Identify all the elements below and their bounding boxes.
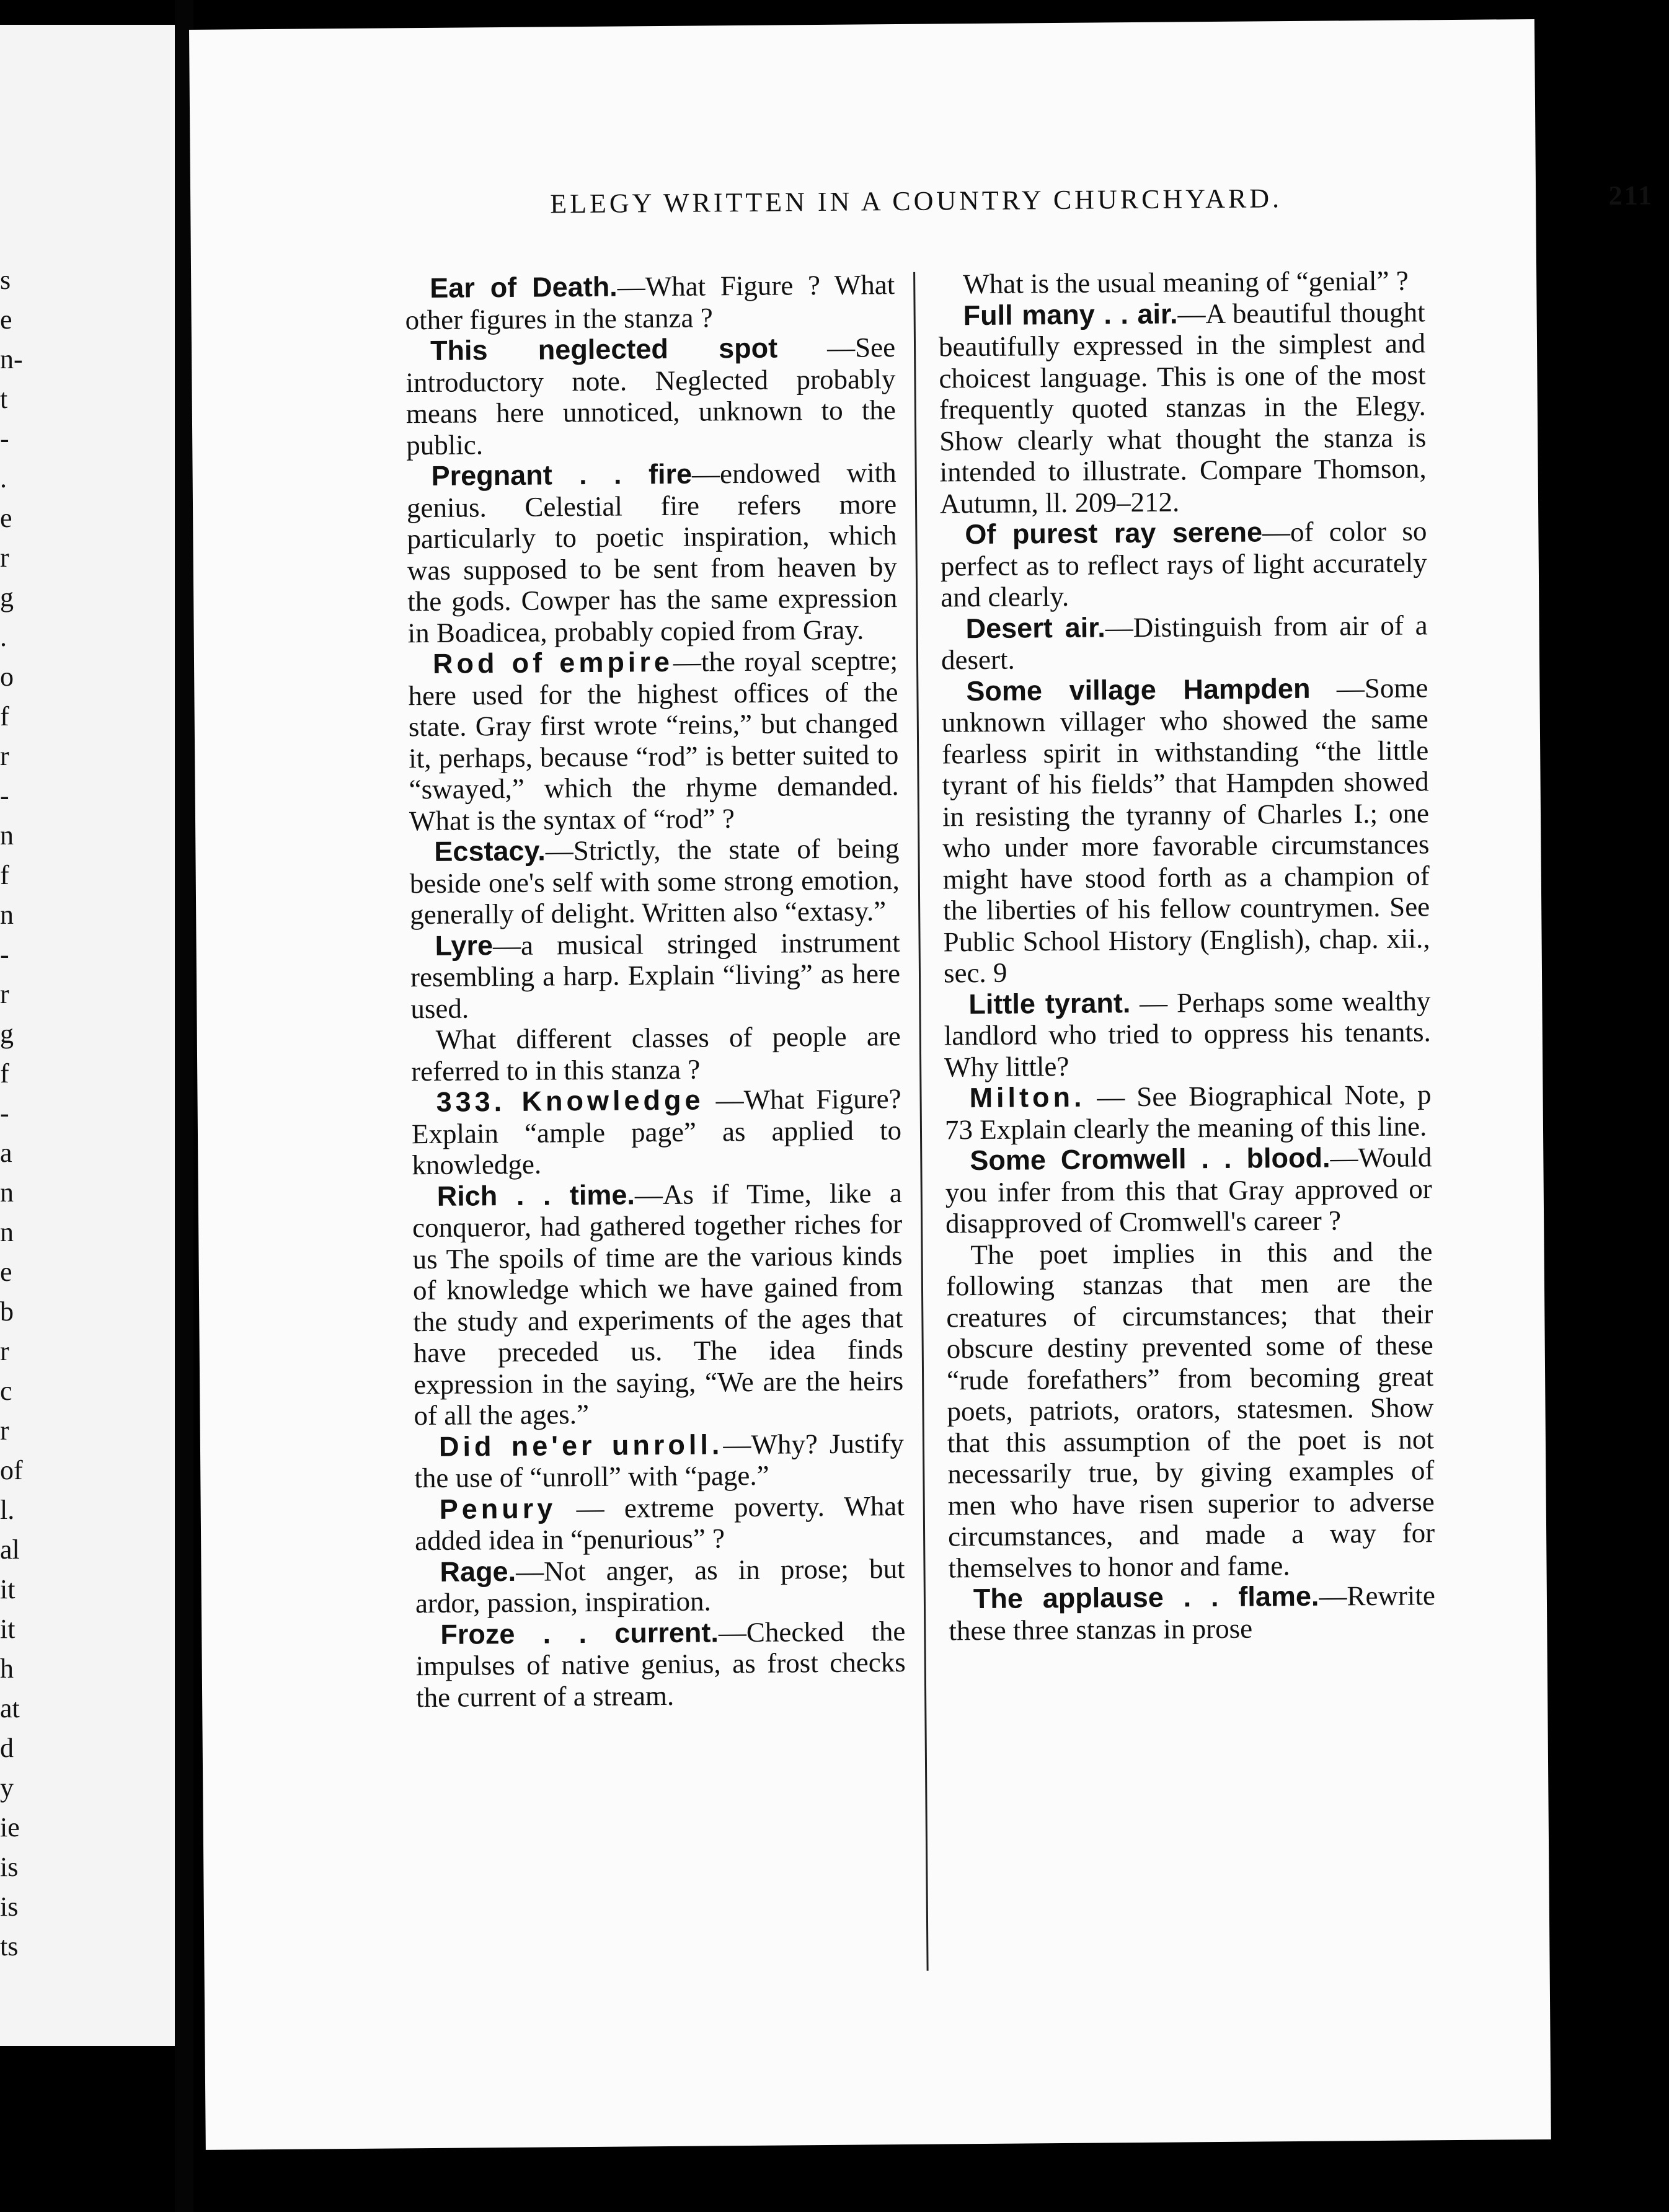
annotation-text: —Not anger, as in prose; but ardor, passion, inspiration. xyxy=(415,1552,905,1619)
annotation-text: —Distinguish from air of a desert. xyxy=(941,609,1428,676)
annotation-entry xyxy=(411,1020,901,1087)
annotation-text: —endowed with genius. Celestial fire refers more particularly to poetic inspiration, which was supposed to be sent from heaven by the gods. Cowper has the same expression in Boadicea, probably copied from Gray. xyxy=(406,457,898,648)
page-number: 211 xyxy=(1608,180,1654,211)
edge-letter: c xyxy=(0,1376,12,1406)
annotation-entry xyxy=(412,1177,904,1431)
annotation-entry xyxy=(415,1553,905,1619)
annotation-lemma: Ecstacy. xyxy=(434,834,546,867)
edge-letter: g xyxy=(0,1019,14,1049)
annotation-entry xyxy=(941,609,1428,676)
edge-letter: - xyxy=(0,1098,9,1128)
annotation-entry xyxy=(944,985,1431,1083)
edge-letter: at xyxy=(0,1693,20,1723)
annotation-entry xyxy=(938,265,1425,300)
edge-letter: . xyxy=(0,622,7,652)
book-spine xyxy=(175,0,193,2212)
annotation-entry xyxy=(949,1580,1436,1646)
book-page xyxy=(189,19,1654,2150)
edge-letter: s xyxy=(0,265,11,295)
edge-letter: - xyxy=(0,781,9,811)
annotation-entry xyxy=(945,1141,1432,1239)
running-head-title: ELEGY WRITTEN IN A COUNTRY CHURCHYARD. xyxy=(550,183,1283,219)
edge-letter: e xyxy=(0,1257,12,1287)
annotation-lemma: Penury xyxy=(439,1492,557,1525)
annotation-lemma: Some Cromwell . . blood. xyxy=(970,1141,1330,1177)
annotation-lemma: Ear of Death. xyxy=(430,270,618,304)
edge-letter: n xyxy=(0,820,14,851)
annotation-entry xyxy=(405,332,896,461)
annotation-entry xyxy=(415,1490,905,1557)
annotation-entry xyxy=(411,1083,901,1181)
annotation-text: —As if Time, like a conqueror, had gathered together riches for us The spoils of time are the various kinds of knowledge which we have gained from the study and experiments of the ages that have preceded us. The idea finds expression in the saying, “We are the heirs of all the ages.” xyxy=(412,1177,904,1431)
annotation-lemma: Desert air. xyxy=(965,611,1105,644)
annotation-text: —Some unknown villager who showed the same fearless spirit in withstanding “the little tyrant of his fields” that Hampden showed in resisting the tyranny of Charles I.; one who under more favorable circumstances might have stood forth as a champion of the liberties of his fellow countrymen. See Public School History (English), chap. xii., sec. 9 xyxy=(941,671,1430,989)
edge-letter: it xyxy=(0,1574,15,1604)
edge-letter: b xyxy=(0,1296,14,1327)
edge-letter: o xyxy=(0,661,14,692)
annotation-text: —Checked the impulses of native genius, as frost checks the current of a stream. xyxy=(415,1615,906,1713)
annotation-text: —What Figure? Explain “ample page” as applied to knowledge. xyxy=(411,1083,902,1181)
edge-letter: . xyxy=(0,463,7,493)
edge-letter: n xyxy=(0,1217,14,1247)
edge-letter: n xyxy=(0,900,14,930)
annotation-text: What is the usual meaning of “genial” ? xyxy=(963,265,1409,300)
edge-letter: al xyxy=(0,1534,20,1565)
edge-letter: of xyxy=(0,1455,23,1485)
annotation-lemma: 333. Knowledge xyxy=(436,1084,704,1118)
annotation-text: —Would you infer from this that Gray approved or disapproved of Cromwell's career ? xyxy=(945,1141,1432,1239)
annotation-lemma: Did ne'er unroll. xyxy=(438,1428,724,1462)
edge-letter: d xyxy=(0,1733,14,1763)
annotation-entry xyxy=(406,457,897,648)
annotation-text: The poet implies in this and the following stanzas that men are the creatures of circumstances; that their obscure destiny prevented some of these “rude forefathers” from becoming great poets, patriots, orators, statesmen. Show that this assumption of the poet is not necessarily true, by giving examples of men who have risen superior to adverse circumstances, and made a way for themselves to honor and fame. xyxy=(945,1235,1435,1583)
edge-letter: ts xyxy=(0,1931,19,1962)
annotation-text: —a musical stringed instrument resembling a harp. Explain “living” as here used. xyxy=(410,926,901,1024)
edge-letter: ie xyxy=(0,1812,20,1843)
edge-letter: - xyxy=(0,939,9,970)
annotation-entry xyxy=(409,833,900,931)
edge-letter: n xyxy=(0,1177,14,1208)
annotation-lemma: Milton. xyxy=(969,1081,1086,1114)
annotation-text: —What Figure ? What other figures in the stanza ? xyxy=(405,269,895,335)
annotation-entry xyxy=(414,1428,905,1494)
annotation-lemma: Some village Hampden xyxy=(966,672,1311,707)
annotation-text: —A beautiful thought beautifully expressed in the simplest and choicest language. This is one of the most frequently quoted stanzas in the Elegy. Show clearly what thought the stanza is intended to illustrate. Compare Thomson, Autumn, ll. 209–212. xyxy=(938,296,1427,520)
left-column xyxy=(405,269,906,1713)
annotation-lemma: Rich . . time. xyxy=(436,1178,635,1212)
edge-letter: e xyxy=(0,304,12,335)
edge-letter: g xyxy=(0,582,14,613)
annotation-text: — Perhaps some wealthy landlord who tried to oppress his tenants. Why little? xyxy=(944,984,1431,1082)
edge-letter: r xyxy=(0,542,9,573)
annotation-lemma: This neglected spot xyxy=(430,332,778,366)
annotation-lemma: The applause . . flame. xyxy=(973,1580,1319,1615)
edge-letter: y xyxy=(0,1772,14,1803)
edge-letter: it xyxy=(0,1614,15,1644)
annotation-entry xyxy=(410,927,900,1025)
edge-letter: a xyxy=(0,1138,12,1168)
annotation-text: —of color so perfect as to reflect rays of light accurately and clearly. xyxy=(940,515,1428,613)
annotation-entry xyxy=(415,1616,906,1714)
annotation-text: —Strictly, the state of being beside one's self with some strong emotion, generally of delight. Written also “extasy.” xyxy=(409,833,900,931)
edge-letter: r xyxy=(0,1336,9,1366)
edge-letter: e xyxy=(0,503,12,533)
edge-letter: is xyxy=(0,1891,19,1922)
running-head xyxy=(550,179,1654,219)
right-column xyxy=(938,265,1435,1646)
edge-letter: r xyxy=(0,741,9,771)
annotation-lemma: Pregnant . . fire xyxy=(431,458,693,492)
annotation-lemma: Of purest ray serene xyxy=(965,516,1263,551)
annotation-text: —the royal sceptre; here used for the highest offices of the state. Gray first wrote “reins,” but changed it, perhaps, because “rod” is better suited to “swayed,” which the rhyme demanded. What is the syntax of “rod” ? xyxy=(408,645,899,836)
edge-letter: n- xyxy=(0,344,23,374)
annotation-text: — See Biographical Note, p 73 Explain clearly the meaning of this line. xyxy=(944,1079,1432,1145)
column-divider xyxy=(913,272,929,1971)
annotation-entry xyxy=(945,1236,1435,1584)
edge-letter: r xyxy=(0,1415,9,1446)
annotation-lemma: Lyre xyxy=(435,929,494,962)
annotation-text: — extreme poverty. What added idea in “penurious” ? xyxy=(414,1490,905,1557)
annotation-entry xyxy=(941,672,1430,989)
annotation-text: What different classes of people are referred to in this stanza ? xyxy=(411,1020,901,1087)
annotation-entry xyxy=(405,269,895,335)
annotation-lemma: Full many . . air. xyxy=(963,297,1178,331)
annotation-entry xyxy=(940,515,1427,613)
edge-letter: f xyxy=(0,1058,9,1089)
edge-letter: f xyxy=(0,860,9,890)
edge-letter: r xyxy=(0,979,9,1009)
edge-letter: h xyxy=(0,1653,14,1684)
annotation-entry xyxy=(408,645,899,836)
left-page-edge xyxy=(0,25,175,2046)
edge-letter: - xyxy=(0,423,9,454)
annotation-lemma: Rod of empire xyxy=(432,645,674,679)
annotation-text: —Why? Justify the use of “unroll” with “page.” xyxy=(414,1427,905,1494)
annotation-text: —Rewrite these three stanzas in prose xyxy=(949,1580,1436,1646)
annotation-lemma: Rage. xyxy=(440,1555,516,1588)
edge-letter: l. xyxy=(0,1495,15,1525)
annotation-entry xyxy=(938,296,1427,520)
edge-letter: t xyxy=(0,384,8,414)
edge-letter: f xyxy=(0,701,9,732)
annotation-lemma: Froze . . current. xyxy=(440,1616,719,1650)
annotation-entry xyxy=(944,1079,1432,1145)
annotation-text: —See introductory note. Neglected probably means here unnoticed, unknown to the public. xyxy=(405,332,896,461)
annotation-lemma: Little tyrant. xyxy=(968,986,1131,1020)
edge-letter: is xyxy=(0,1852,19,1882)
